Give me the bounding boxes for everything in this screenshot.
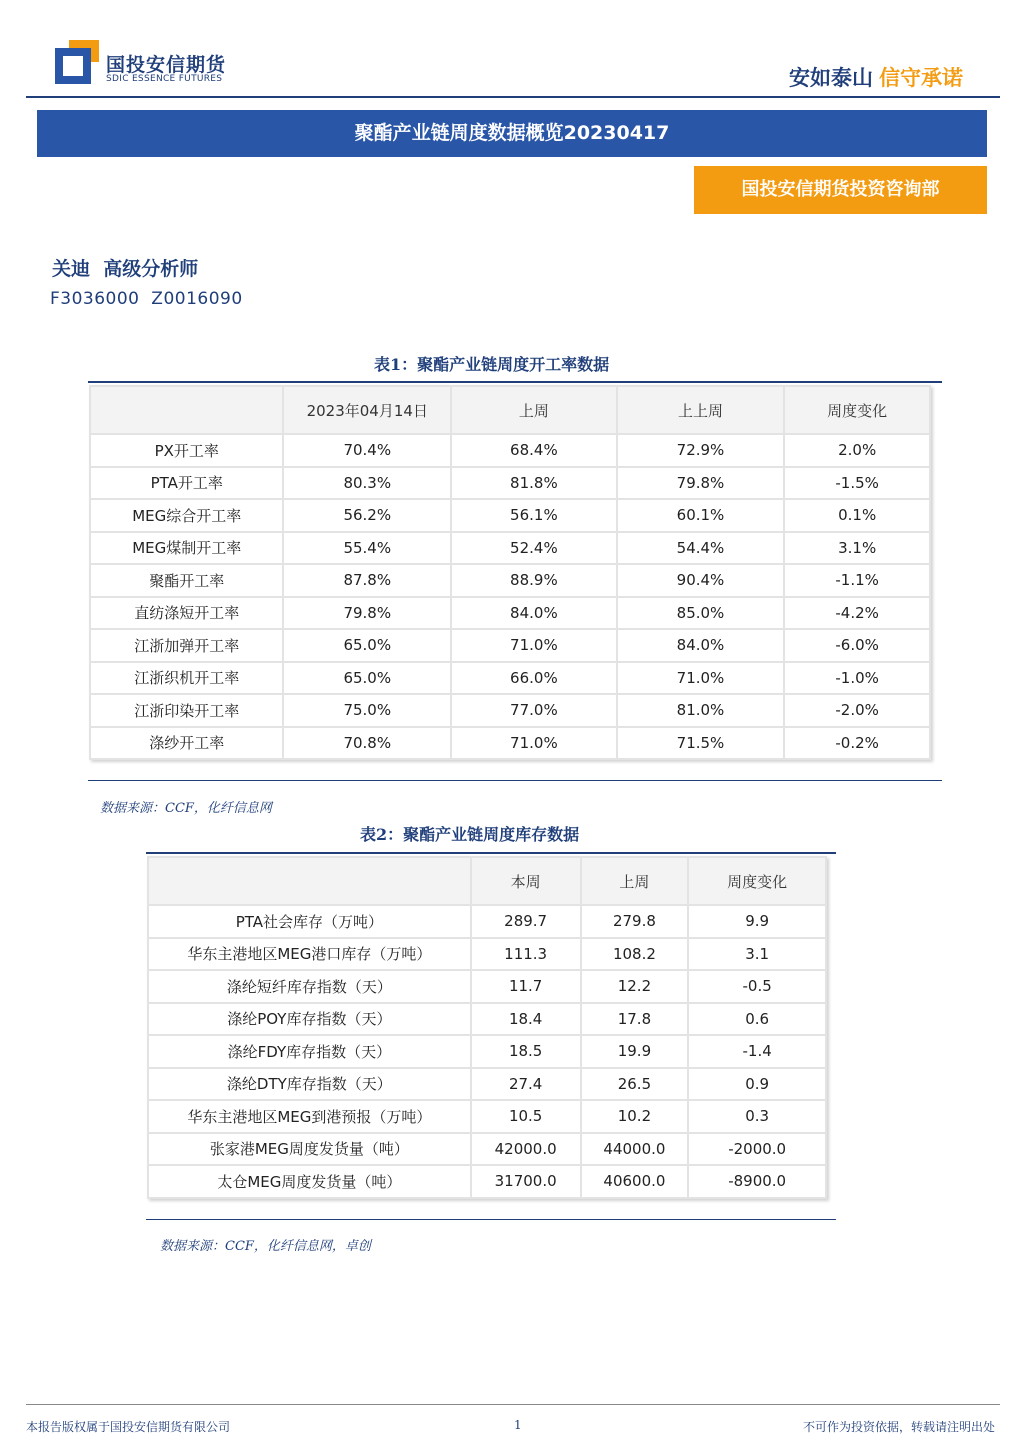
logo-text-cn: 国投安信期货 [106,54,227,76]
slogan-part1: 安如泰山 [789,66,873,90]
table-cell: 279.8 [581,905,689,938]
table-cell: 84.0% [451,597,617,630]
table2-header-row [148,857,826,905]
table-cell: 77.0% [451,694,617,727]
table-cell: 80.3% [283,467,451,500]
table2-header-cell: 本周 [471,857,581,905]
row-label: 江浙加弹开工率 [90,629,283,662]
table-cell: 3.1 [688,938,826,971]
table-cell: -1.0% [784,662,930,695]
row-label: 涤纶短纤库存指数（天） [148,970,471,1003]
company-logo-icon [55,40,99,84]
table1-header-cell: 上上周 [617,386,785,434]
row-label: 聚酯开工率 [90,564,283,597]
table1-top-rule [88,381,942,383]
table-cell: 66.0% [451,662,617,695]
row-label: MEG综合开工率 [90,499,283,532]
footer-disclaimer: 不可作为投资依据，转载请注明出处 [802,1420,995,1434]
table-row [90,662,930,695]
table-cell: 55.4% [283,532,451,565]
table2-inventory [147,856,827,1199]
table2-header-cell: 周度变化 [688,857,826,905]
table2-bottom-rule [146,1219,836,1220]
table-cell: 12.2 [581,970,689,1003]
department-badge: 国投安信期货投资咨询部 [694,166,987,214]
table-cell: 0.6 [688,1003,826,1036]
table-cell: -6.0% [784,629,930,662]
table-cell: 0.3 [688,1100,826,1133]
row-label: 太仓MEG周度发货量（吨） [148,1165,471,1198]
logo-text-en: SDIC ESSENCE FUTURES [106,74,223,84]
table-cell: 40600.0 [581,1165,689,1198]
table-cell: 11.7 [471,970,581,1003]
table-cell: 18.4 [471,1003,581,1036]
table-cell: 31700.0 [471,1165,581,1198]
table2-title: 表2：聚酯产业链周度库存数据 [360,825,580,844]
table1-header-cell: 周度变化 [784,386,930,434]
table-cell: 9.9 [688,905,826,938]
table-cell: 70.4% [283,434,451,467]
table-cell: 84.0% [617,629,785,662]
table-cell: 79.8% [283,597,451,630]
table-cell: 65.0% [283,629,451,662]
table1-header-row [90,386,930,434]
table-cell: 71.0% [617,662,785,695]
table-cell: 44000.0 [581,1133,689,1166]
table2-header-cell [148,857,471,905]
table2-header-cell: 上周 [581,857,689,905]
table-row [148,1035,826,1068]
table-row [148,1165,826,1198]
row-label: PTA社会库存（万吨） [148,905,471,938]
table1-header-cell: 2023年04月14日 [283,386,451,434]
table-cell: 88.9% [451,564,617,597]
table-cell: 75.0% [283,694,451,727]
table-cell: 79.8% [617,467,785,500]
table-cell: -8900.0 [688,1165,826,1198]
table-cell: -1.4 [688,1035,826,1068]
table-cell: 108.2 [581,938,689,971]
table-cell: -1.5% [784,467,930,500]
slogan [789,62,963,92]
table1-header-cell: 上周 [451,386,617,434]
table1-source: 数据来源：CCF，化纤信息网 [100,801,272,816]
row-label: PX开工率 [90,434,283,467]
table-cell: 27.4 [471,1068,581,1101]
table-cell: 87.8% [283,564,451,597]
table1-operating-rates [89,385,931,760]
table-row [90,499,930,532]
table-cell: 26.5 [581,1068,689,1101]
table-cell: 71.0% [451,727,617,760]
table-cell: 0.1% [784,499,930,532]
table-row [90,597,930,630]
table-cell: 19.9 [581,1035,689,1068]
row-label: 涤纶POY库存指数（天） [148,1003,471,1036]
table-cell: 56.1% [451,499,617,532]
table-cell: 289.7 [471,905,581,938]
table-cell: -2.0% [784,694,930,727]
table-cell: -0.5 [688,970,826,1003]
table-cell: 0.9 [688,1068,826,1101]
table-cell: 70.8% [283,727,451,760]
table2-source: 数据来源：CCF，化纤信息网，卓创 [160,1239,371,1254]
row-label: 华东主港地区MEG港口库存（万吨） [148,938,471,971]
table-cell: 81.8% [451,467,617,500]
table-row [148,1068,826,1101]
table-cell: 111.3 [471,938,581,971]
row-label: 涤纶DTY库存指数（天） [148,1068,471,1101]
table-cell: 3.1% [784,532,930,565]
footer-copyright: 本报告版权属于国投安信期货有限公司 [26,1420,231,1434]
table-row [90,694,930,727]
table-cell: 54.4% [617,532,785,565]
table-cell: 60.1% [617,499,785,532]
table-cell: 18.5 [471,1035,581,1068]
table-cell: 81.0% [617,694,785,727]
row-label: 张家港MEG周度发货量（吨） [148,1133,471,1166]
table-cell: -4.2% [784,597,930,630]
table-row [148,1100,826,1133]
table-cell: 72.9% [617,434,785,467]
footer-divider [26,1404,1000,1405]
row-label: 江浙印染开工率 [90,694,283,727]
table1-header-cell [90,386,283,434]
table-cell: 10.5 [471,1100,581,1133]
row-label: 直纺涤短开工率 [90,597,283,630]
row-label: 江浙织机开工率 [90,662,283,695]
table-cell: 90.4% [617,564,785,597]
table-cell: -1.1% [784,564,930,597]
table-cell: 65.0% [283,662,451,695]
table-row [148,970,826,1003]
table-cell: 17.8 [581,1003,689,1036]
row-label: 华东主港地区MEG到港预报（万吨） [148,1100,471,1133]
table-row [90,467,930,500]
table-cell: 71.5% [617,727,785,760]
table2-top-rule [146,852,836,854]
row-label: 涤纶FDY库存指数（天） [148,1035,471,1068]
table-cell: 42000.0 [471,1133,581,1166]
author-certificate: F3036000 Z0016090 [50,289,243,309]
row-label: PTA开工率 [90,467,283,500]
table-row [148,938,826,971]
table-cell: 71.0% [451,629,617,662]
table-cell: 68.4% [451,434,617,467]
table1-bottom-rule [88,780,942,781]
report-title-banner: 聚酯产业链周度数据概览20230417 [37,110,987,157]
table-row [148,1003,826,1036]
table-cell: 56.2% [283,499,451,532]
author-name: 关迪 高级分析师 [52,258,199,280]
table-row [148,1133,826,1166]
page-number: 1 [514,1418,522,1432]
table-cell: 52.4% [451,532,617,565]
table1-title: 表1：聚酯产业链周度开工率数据 [374,355,610,374]
table-cell: -2000.0 [688,1133,826,1166]
row-label: 涤纱开工率 [90,727,283,760]
table-row [90,532,930,565]
row-label: MEG煤制开工率 [90,532,283,565]
table-row [148,905,826,938]
header-divider [26,96,1000,98]
table-cell: -0.2% [784,727,930,760]
slogan-part2: 信守承诺 [879,66,963,90]
table-row [90,629,930,662]
table-row [90,564,930,597]
table-cell: 85.0% [617,597,785,630]
table-cell: 2.0% [784,434,930,467]
table-row [90,434,930,467]
table-row [90,727,930,760]
table-cell: 10.2 [581,1100,689,1133]
